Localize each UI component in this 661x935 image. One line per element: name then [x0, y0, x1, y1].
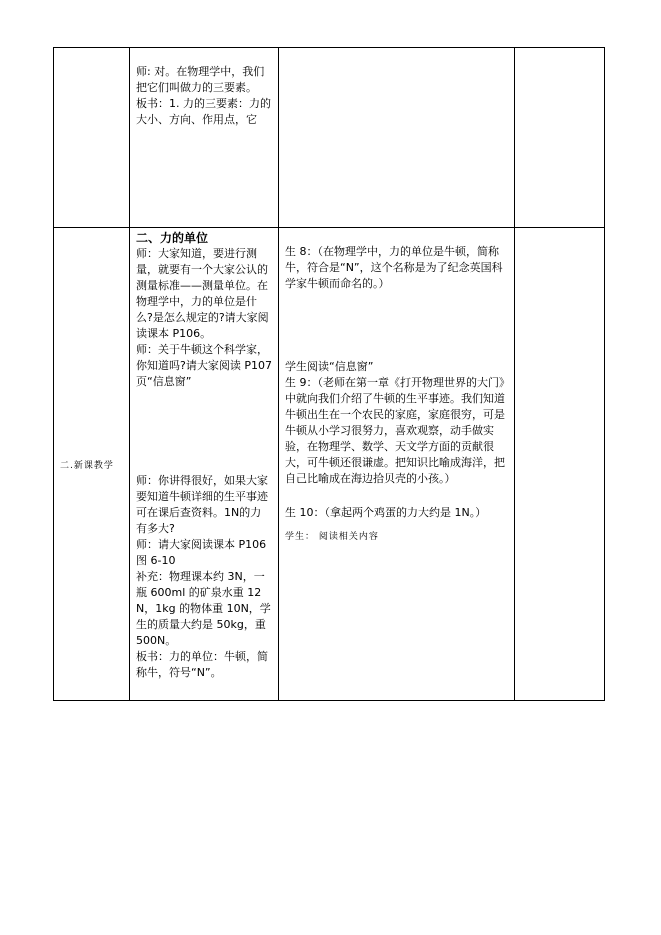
stage-cell-empty: [54, 48, 130, 228]
stage-label-cell: [54, 228, 130, 701]
teacher-text: 师: 对。在物理学中，我们把它们叫做力的三要素。: [136, 65, 265, 94]
table-row: [54, 228, 605, 701]
student-text: 生 10：（拿起两个鸡蛋的力大约是 1N。）: [285, 506, 487, 519]
section-heading: 二、力的单位: [136, 231, 209, 245]
teacher-text: 师：大家知道，要进行测量，就要有一个大家公认的测量标准——测量单位。在物理学中，力的单位是什么?是怎么规定的?请大家阅读课本 P106。: [136, 247, 269, 340]
notes-cell-empty: [515, 228, 605, 701]
lesson-plan-table: [53, 47, 605, 701]
teacher-text: 师：关于牛顿这个科学家，你知道吗?请大家阅读 P107 页“信息窗”: [136, 343, 272, 388]
blackboard-text: 板书：1. 力的三要素：力的大小、方向、作用点，它: [136, 97, 271, 126]
student-text: 生 8：（在物理学中，力的单位是牛顿，简称牛，符合是“N”，这个名称是为了纪念英国科学家牛顿而命名的。）: [285, 245, 503, 290]
notes-cell-empty: [515, 48, 605, 228]
teacher-text: 师：请大家阅读课本 P106 图 6-10: [136, 538, 267, 567]
student-text: 学生阅读“信息窗”: [285, 360, 374, 373]
student-activity-cell: [279, 228, 515, 701]
stage-label: 二.新课教学: [60, 460, 114, 471]
table-row: [54, 48, 605, 228]
student-text: 学生： 阅读相关内容: [285, 532, 379, 542]
teacher-activity-cell: [130, 48, 279, 228]
student-activity-cell-empty: [279, 48, 515, 228]
teacher-activity-cell: [130, 228, 279, 701]
student-text: 生 9：（老师在第一章《打开物理世界的大门》中就向我们介绍了牛顿的生平事迹。我们知道牛顿出生在一个农民的家庭，家庭很穷，可是牛顿从小学习很努力，喜欢观察，动手做实验，在物理学、数学、天文学方面的贡献很大，可牛顿还很谦虚。把知识比喻成海洋，把自己比喻成在海边拾贝壳的小孩。）: [285, 376, 505, 485]
supplement-text: 补充：物理课本约 3N，一瓶 600ml 的矿泉水重 12N，1kg 的物体重 10N，学生的质量大约是 50kg，重 500N。: [136, 570, 271, 647]
teacher-text: 师：你讲得很好，如果大家要知道牛顿详细的生平事迹可在课后查资料。1N的力有多大?: [136, 474, 268, 535]
blackboard-text: 板书：力的单位：牛顿，简称牛，符号“N”。: [136, 650, 268, 679]
